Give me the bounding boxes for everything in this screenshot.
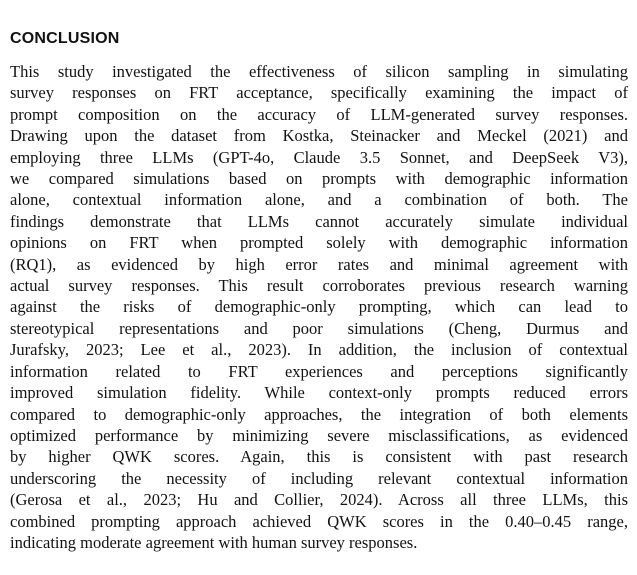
paragraph-line: employing three LLMs (GPT-4o, Claude 3.5 Sonnet, and DeepSeek V3),: [10, 147, 628, 167]
paragraph-line: stereotypical representations and poor simulations (Cheng, Durmus and: [10, 318, 628, 338]
paragraph-line: Jurafsky, 2023; Lee et al., 2023). In addition, the inclusion of contextual: [10, 340, 628, 360]
paragraph-line: by higher QWK scores. Again, this is consistent with past research: [10, 447, 628, 467]
paragraph-line: actual survey responses. This result corroborates previous research warning: [10, 276, 628, 296]
paragraph-line: (RQ1), as evidenced by high error rates and minimal agreement with: [10, 254, 628, 274]
paragraph-line: findings demonstrate that LLMs cannot accurately simulate individual: [10, 211, 628, 231]
paragraph-line: This study investigated the effectiveness of silicon sampling in simulating: [10, 62, 628, 81]
paragraph-line: optimized performance by minimizing severe misclassifications, as evidenced: [10, 425, 628, 445]
paragraph-line: Drawing upon the dataset from Kostka, Steinacker and Meckel (2021) and: [10, 126, 628, 146]
paragraph-line: alone, contextual information alone, and a combination of both. The: [10, 190, 628, 210]
paragraph-line: underscoring the necessity of including relevant contextual information: [10, 468, 628, 488]
paragraph-line: combined prompting approach achieved QWK scores in the 0.40–0.45 range,: [10, 511, 628, 531]
paragraph-line: indicating moderate agreement with human survey responses.: [10, 532, 418, 552]
paragraph-line: improved simulation fidelity. While context-only prompts reduced errors: [10, 383, 628, 403]
conclusion-paragraph: [10, 61, 628, 553]
conclusion-heading: CONCLUSION: [10, 30, 120, 47]
paragraph-line: against the risks of demographic-only prompting, which can lead to: [10, 297, 628, 317]
paragraph-line: opinions on FRT when prompted solely with demographic information: [10, 233, 628, 253]
paragraph-line: compared to demographic-only approaches, the integration of both elements: [10, 404, 628, 424]
paragraph-line: we compared simulations based on prompts with demographic information: [10, 169, 628, 189]
paragraph-line: survey responses on FRT acceptance, specifically examining the impact of: [10, 83, 628, 103]
paragraph-line: prompt composition on the accuracy of LLM-generated survey responses.: [10, 104, 628, 124]
paragraph-line: (Gerosa et al., 2023; Hu and Collier, 2024). Across all three LLMs, this: [10, 490, 628, 510]
paragraph-line: information related to FRT experiences and perceptions significantly: [10, 361, 628, 381]
